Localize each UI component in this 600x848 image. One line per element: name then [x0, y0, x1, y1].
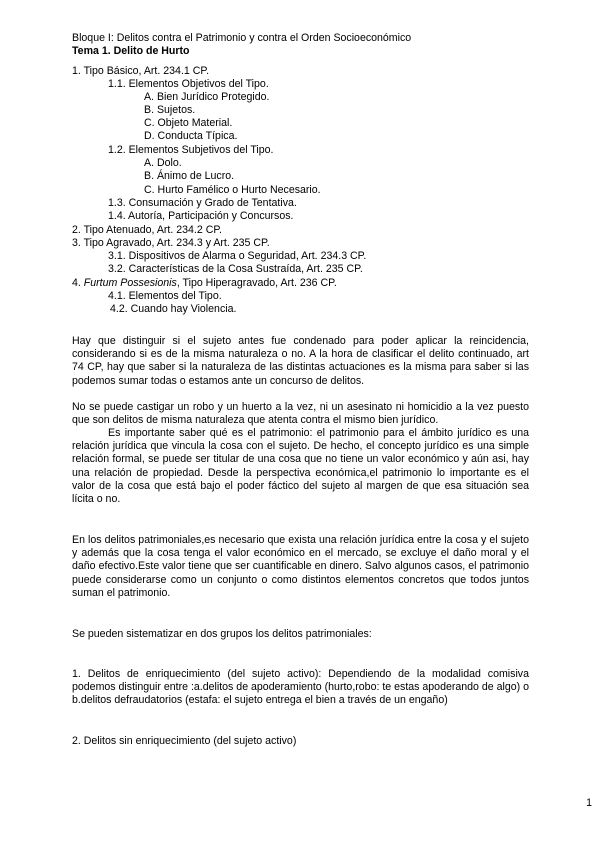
outline-item: B. Ánimo de Lucro.	[144, 170, 235, 182]
paragraph-patrimonio: Es importante saber qué es el patrimonio: el patrimonio para el ámbito jurídico es una relación jurídica que vincula la cosa con el sujeto. De hecho, el concepto jurídico es una simple relación formal, se puede ser titular de una cosa que no tiene un valor económico y aún asi, hay una relación de propiedad. Desde la perspectiva económica,el patrimonio lo importante es el valor de la cosa que está bajo el poder fáctico del sujeto al margen de que esa situación sea lícita o no.	[72, 427, 529, 506]
outline-item: 1.4. Autoría, Participación y Concursos.	[108, 210, 294, 222]
page-number: 1	[586, 797, 592, 809]
paragraph-robo-hurto: No se puede castigar un robo y un huerto a la vez, ni un asesinato ni homicidio a la vez puesto que son delitos de misma naturaleza que atenta contra el mismo bien jurídico.	[72, 401, 529, 427]
block-title: Bloque I: Delitos contra el Patrimonio y contra el Orden Socioeconómico	[72, 32, 412, 44]
outline-item: 1.2. Elementos Subjetivos del Tipo.	[108, 144, 274, 156]
paragraph-sin-enriquecimiento: 2. Delitos sin enriquecimiento (del sujeto activo)	[72, 735, 297, 747]
outline-item: 4.2. Cuando hay Violencia.	[110, 303, 237, 315]
paragraph-reincidencia: Hay que distinguir si el sujeto antes fue condenado para poder aplicar la reincidencia, considerando si es de la misma naturaleza o no. A la hora de clasificar el delito continuado, art 74 CP, hay que saber si la naturaleza de las distintas actuaciones es la misma para saber si las podemos sumar todas o estamos ante un concurso de delitos.	[72, 335, 529, 387]
topic-title: Tema 1. Delito de Hurto	[72, 45, 190, 57]
outline-item-4	[72, 277, 337, 290]
outline-item: C. Hurto Famélico o Hurto Necesario.	[144, 184, 321, 196]
outline-item: 1.1. Elementos Objetivos del Tipo.	[108, 78, 269, 90]
outline-4-prefix: 4.	[72, 277, 84, 289]
outline-4-suffix: , Tipo Hiperagravado, Art. 236 CP.	[176, 277, 337, 289]
outline-item: 1.3. Consumación y Grado de Tentativa.	[108, 197, 297, 209]
outline-4-italic: Furtum Possesionis	[83, 277, 177, 289]
outline-item: 1. Tipo Básico, Art. 234.1 CP.	[72, 65, 210, 77]
outline-item: 4.1. Elementos del Tipo.	[108, 290, 222, 302]
outline-item: 3.1. Dispositivos de Alarma o Seguridad, Art. 234.3 CP.	[108, 250, 367, 262]
paragraph-enriquecimiento: 1. Delitos de enriquecimiento (del sujeto activo): Dependiendo de la modalidad comisiva podemos distinguir entre :a.delitos de apoderamiento (hurto,robo: te estas apoderando de algo) o b.delitos defraudatorios (estafa: el sujeto entrega el bien a través de un engaño)	[72, 668, 530, 707]
outline-item: C. Objeto Material.	[144, 117, 233, 129]
outline-item: 3. Tipo Agravado, Art. 234.3 y Art. 235 CP.	[72, 237, 270, 249]
outline-item: A. Bien Jurídico Protegido.	[144, 91, 270, 103]
paragraph-sistematizar: Se pueden sistematizar en dos grupos los delitos patrimoniales:	[72, 628, 372, 640]
outline-item: A. Dolo.	[144, 157, 182, 169]
outline-item: 2. Tipo Atenuado, Art. 234.2 CP.	[72, 224, 222, 236]
paragraph-delitos-patrimoniales: En los delitos patrimoniales,es necesario que exista una relación jurídica entre la cosa y el sujeto y además que la cosa tenga el valor económico en el mercado, se excluye el daño moral y el daño efectivo.Este valor tiene que ser cuantificable en dinero. Salvo algunos casos, el patrimonio puede considerarse como un conjunto o como distintos elementos concretos que todos juntos suman el patrimonio.	[72, 534, 529, 599]
outline-item: D. Conducta Típica.	[144, 130, 238, 142]
outline-item: 3.2. Características de la Cosa Sustraída, Art. 235 CP.	[108, 263, 363, 275]
outline-item: B. Sujetos.	[144, 104, 196, 116]
